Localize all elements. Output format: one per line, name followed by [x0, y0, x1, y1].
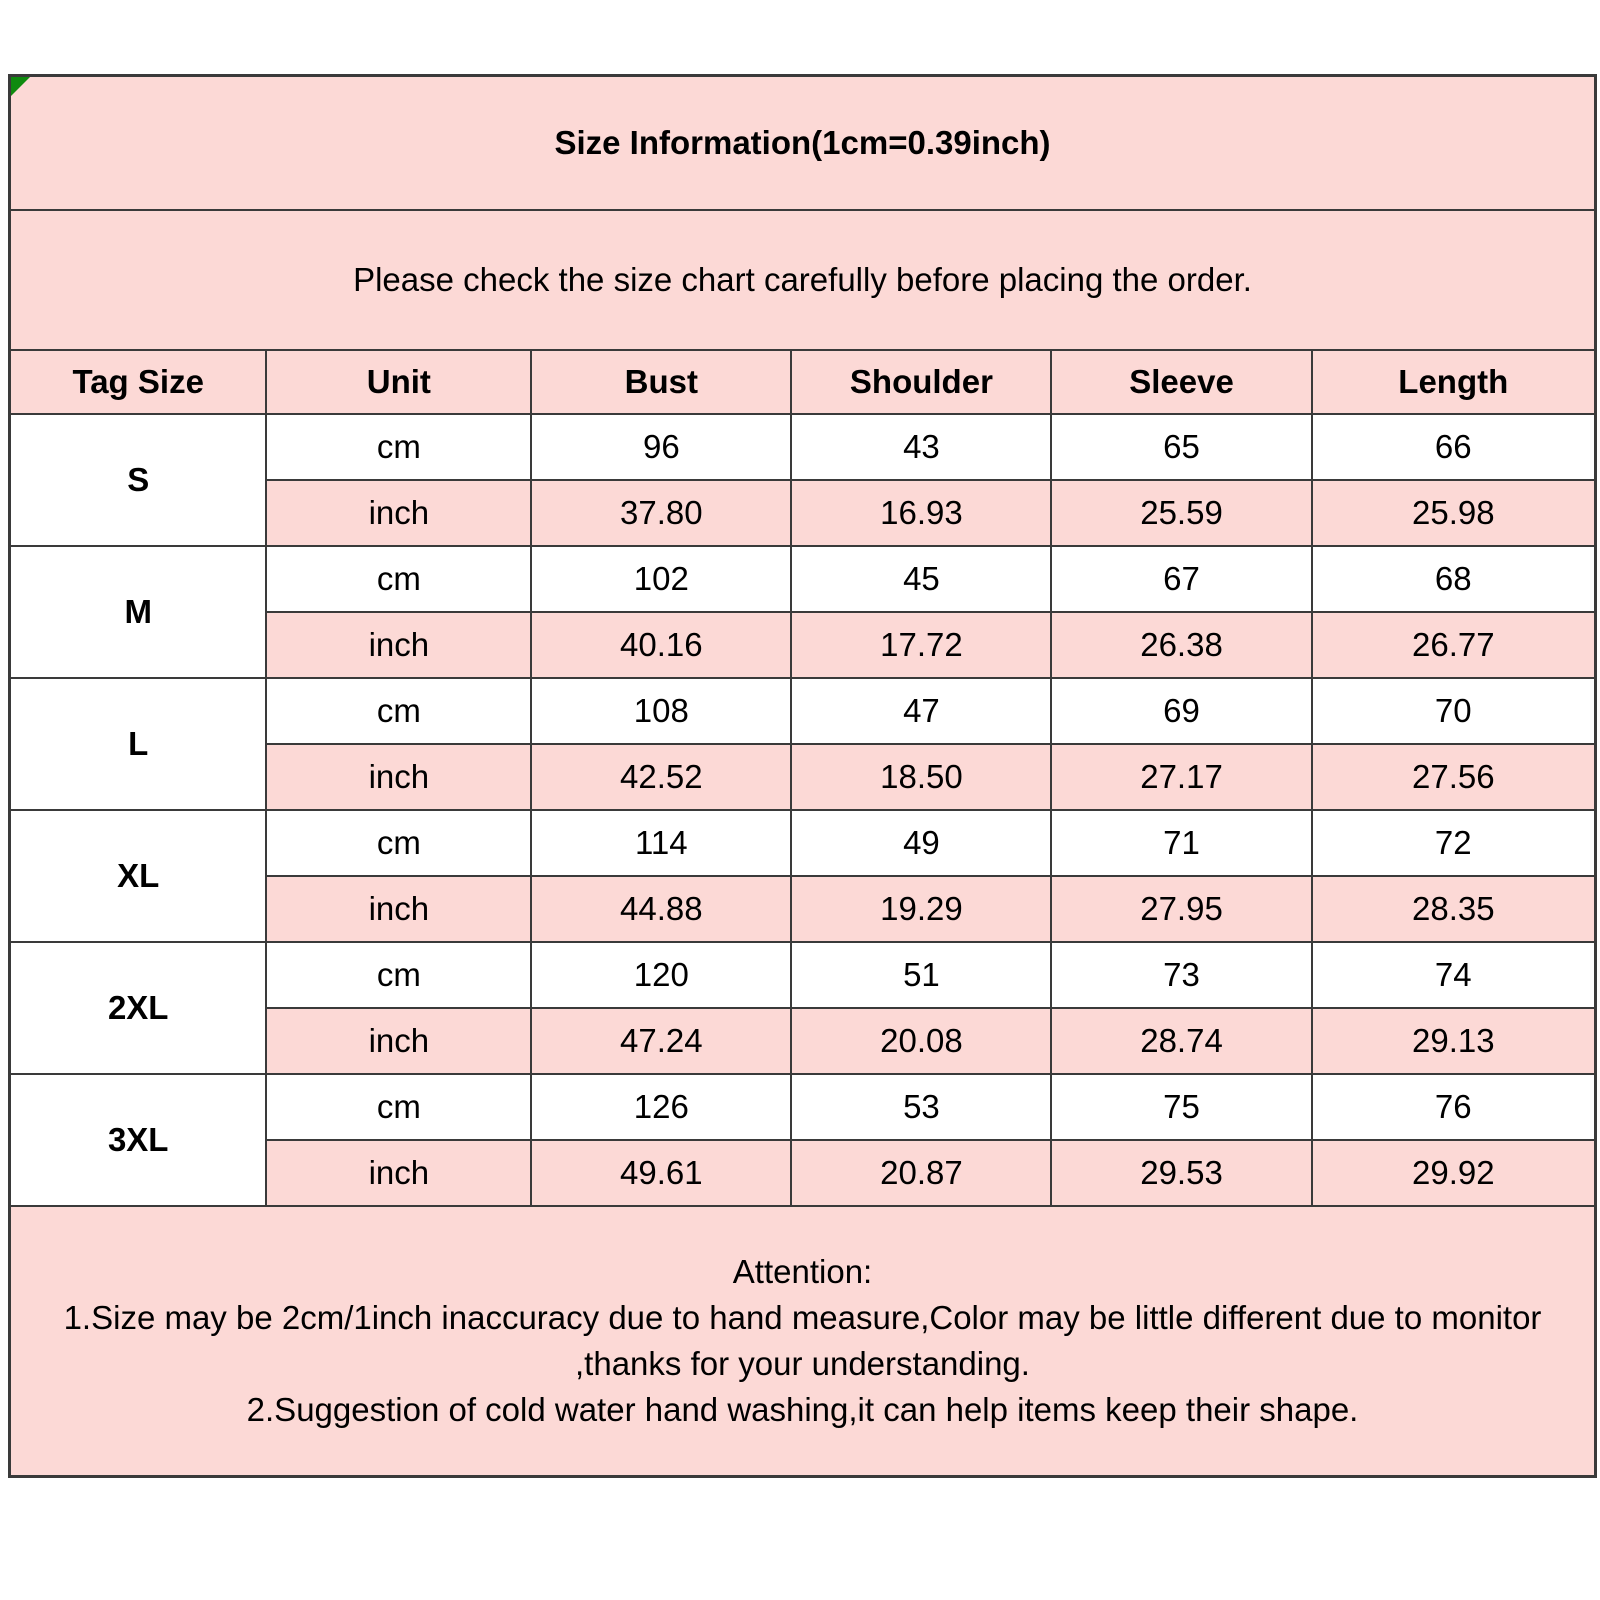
- unit-cell: cm: [266, 414, 531, 480]
- length-cell: 66: [1312, 414, 1596, 480]
- bust-cell: 96: [531, 414, 791, 480]
- table-row-m-cm: [10, 546, 1596, 612]
- attention-heading: Attention:: [732, 1253, 873, 1290]
- unit-cell: inch: [266, 480, 531, 546]
- sleeve-cell: 26.38: [1051, 612, 1311, 678]
- length-cell: 76: [1312, 1074, 1596, 1140]
- bust-cell: 47.24: [531, 1008, 791, 1074]
- unit-cell: inch: [266, 876, 531, 942]
- shoulder-cell: 43: [791, 414, 1051, 480]
- tag-size-cell-m: M: [10, 546, 267, 678]
- unit-cell: inch: [266, 1140, 531, 1206]
- table-row-2xl-cm: [10, 942, 1596, 1008]
- sleeve-cell: 73: [1051, 942, 1311, 1008]
- subtitle-row: [10, 210, 1596, 350]
- sleeve-cell: 75: [1051, 1074, 1311, 1140]
- sleeve-cell: 71: [1051, 810, 1311, 876]
- length-cell: 74: [1312, 942, 1596, 1008]
- column-header-shoulder: Shoulder: [791, 350, 1051, 414]
- length-cell: 27.56: [1312, 744, 1596, 810]
- shoulder-cell: 53: [791, 1074, 1051, 1140]
- sleeve-cell: 67: [1051, 546, 1311, 612]
- column-header-unit: Unit: [266, 350, 531, 414]
- sleeve-cell: 69: [1051, 678, 1311, 744]
- bust-cell: 37.80: [531, 480, 791, 546]
- column-header-row: [10, 350, 1596, 414]
- tag-size-cell-s: S: [10, 414, 267, 546]
- length-cell: 68: [1312, 546, 1596, 612]
- bust-cell: 108: [531, 678, 791, 744]
- sleeve-cell: 25.59: [1051, 480, 1311, 546]
- table-row-l-cm: [10, 678, 1596, 744]
- table-row-xl-cm: [10, 810, 1596, 876]
- column-header-length: Length: [1312, 350, 1596, 414]
- length-cell: 26.77: [1312, 612, 1596, 678]
- length-cell: 25.98: [1312, 480, 1596, 546]
- table-row-3xl-cm: [10, 1074, 1596, 1140]
- shoulder-cell: 20.08: [791, 1008, 1051, 1074]
- shoulder-cell: 17.72: [791, 612, 1051, 678]
- shoulder-cell: 47: [791, 678, 1051, 744]
- tag-size-cell-3xl: 3XL: [10, 1074, 267, 1206]
- column-header-sleeve: Sleeve: [1051, 350, 1311, 414]
- bust-cell: 42.52: [531, 744, 791, 810]
- length-cell: 29.92: [1312, 1140, 1596, 1206]
- column-header-bust: Bust: [531, 350, 791, 414]
- unit-cell: inch: [266, 612, 531, 678]
- length-cell: 28.35: [1312, 876, 1596, 942]
- table-row-s-cm: [10, 414, 1596, 480]
- unit-cell: cm: [266, 546, 531, 612]
- unit-cell: cm: [266, 678, 531, 744]
- size-chart-sheet: [8, 74, 1597, 1478]
- tag-size-cell-2xl: 2XL: [10, 942, 267, 1074]
- corner-marker-icon: [11, 77, 30, 96]
- column-header-tag-size: Tag Size: [10, 350, 267, 414]
- size-table: [8, 74, 1597, 1478]
- length-cell: 72: [1312, 810, 1596, 876]
- shoulder-cell: 19.29: [791, 876, 1051, 942]
- bust-cell: 44.88: [531, 876, 791, 942]
- bust-cell: 120: [531, 942, 791, 1008]
- bust-cell: 114: [531, 810, 791, 876]
- title-row: [10, 76, 1596, 211]
- attention-line-1: 1.Size may be 2cm/1inch inaccuracy due to hand measure,Color may be little different due to monitor ,thanks for your understanding.: [63, 1299, 1542, 1382]
- bust-cell: 126: [531, 1074, 791, 1140]
- unit-cell: cm: [266, 810, 531, 876]
- tag-size-cell-l: L: [10, 678, 267, 810]
- shoulder-cell: 49: [791, 810, 1051, 876]
- page-subtitle: Please check the size chart carefully before placing the order.: [10, 210, 1596, 350]
- shoulder-cell: 51: [791, 942, 1051, 1008]
- unit-cell: cm: [266, 942, 531, 1008]
- shoulder-cell: 45: [791, 546, 1051, 612]
- attention-note: [10, 1206, 1596, 1477]
- unit-cell: cm: [266, 1074, 531, 1140]
- sleeve-cell: 27.95: [1051, 876, 1311, 942]
- bust-cell: 40.16: [531, 612, 791, 678]
- shoulder-cell: 16.93: [791, 480, 1051, 546]
- unit-cell: inch: [266, 744, 531, 810]
- unit-cell: inch: [266, 1008, 531, 1074]
- attention-row: [10, 1206, 1596, 1477]
- bust-cell: 49.61: [531, 1140, 791, 1206]
- length-cell: 29.13: [1312, 1008, 1596, 1074]
- bust-cell: 102: [531, 546, 791, 612]
- sleeve-cell: 28.74: [1051, 1008, 1311, 1074]
- sleeve-cell: 29.53: [1051, 1140, 1311, 1206]
- tag-size-cell-xl: XL: [10, 810, 267, 942]
- sleeve-cell: 27.17: [1051, 744, 1311, 810]
- attention-line-2: 2.Suggestion of cold water hand washing,it can help items keep their shape.: [246, 1391, 1359, 1428]
- length-cell: 70: [1312, 678, 1596, 744]
- shoulder-cell: 18.50: [791, 744, 1051, 810]
- sleeve-cell: 65: [1051, 414, 1311, 480]
- shoulder-cell: 20.87: [791, 1140, 1051, 1206]
- page-title: Size Information(1cm=0.39inch): [10, 76, 1596, 211]
